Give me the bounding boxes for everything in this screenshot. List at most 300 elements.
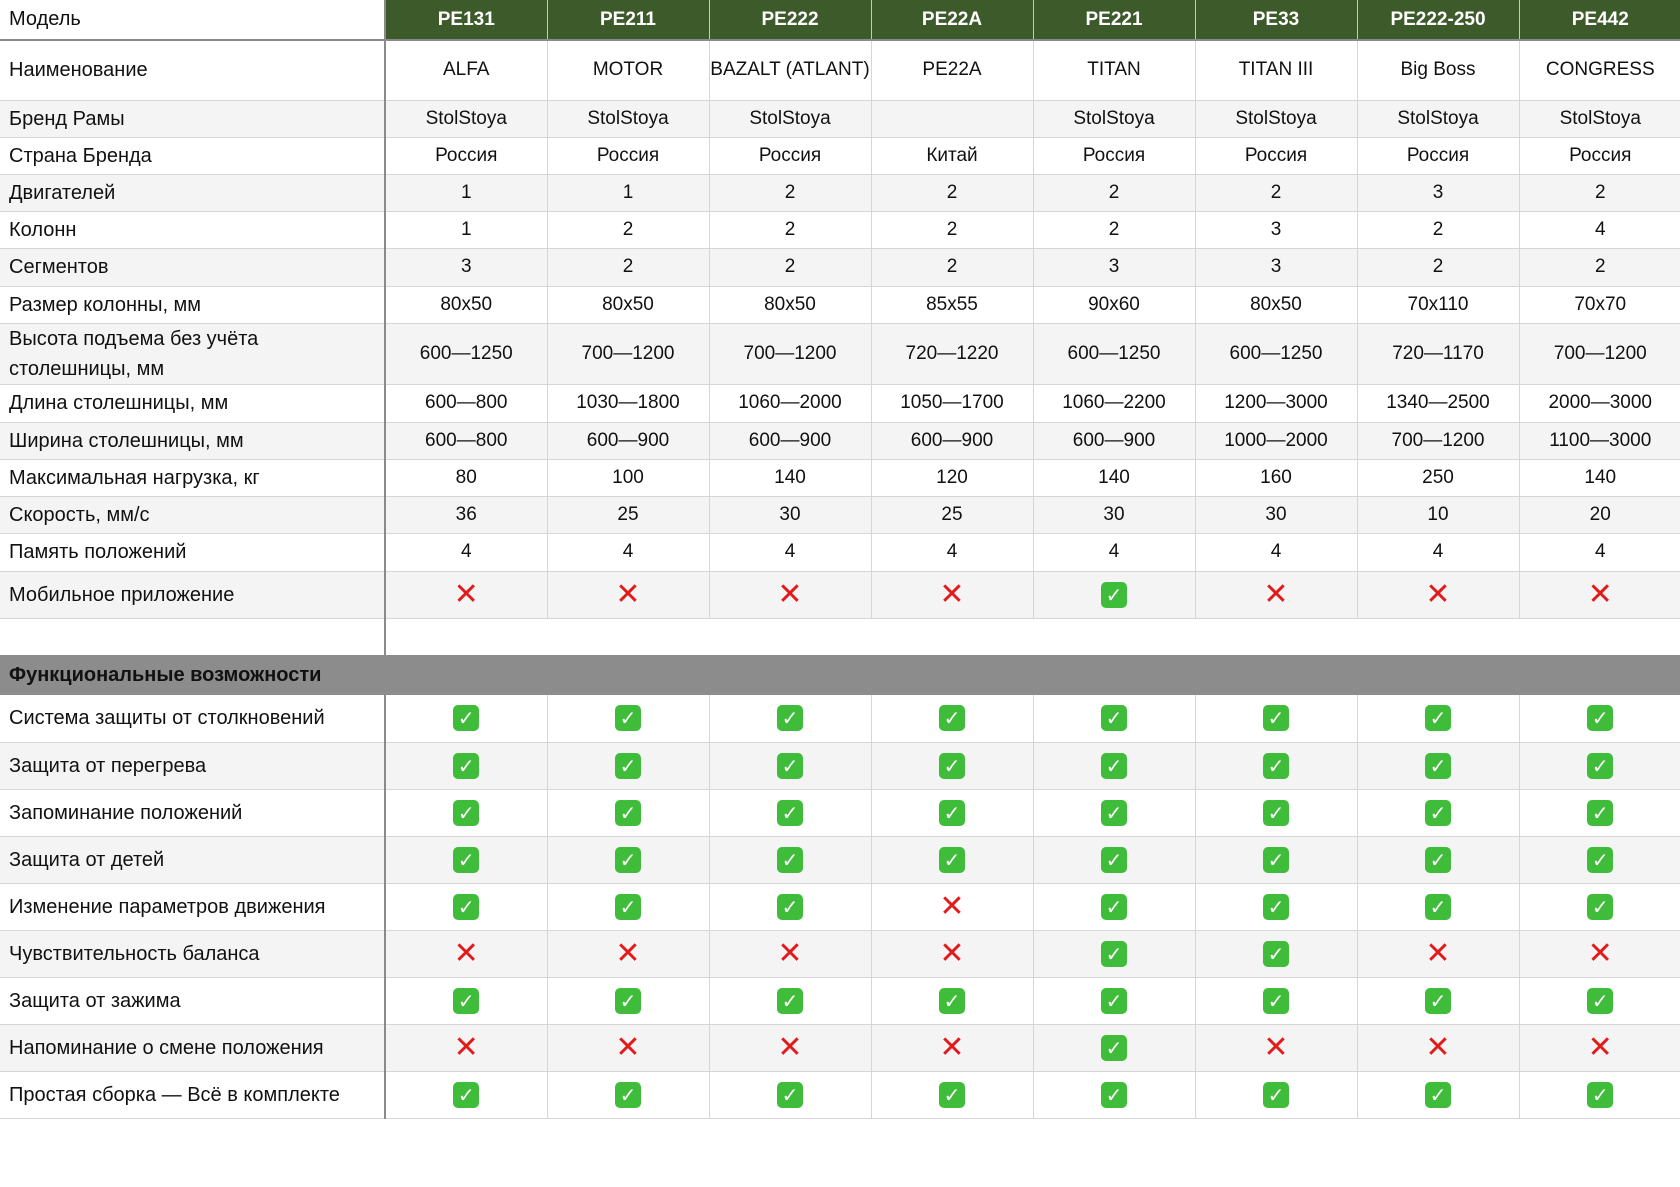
cross-mark-icon: ✕ (1425, 576, 1451, 612)
table-cell (1519, 695, 1680, 742)
table-cell: 2 (871, 211, 1033, 248)
cross-mark-icon: ✕ (939, 935, 965, 971)
table-cell (1033, 742, 1195, 789)
table-cell: 80x50 (547, 286, 709, 323)
table-cell: 2 (1195, 174, 1357, 211)
table-cell: 2 (1357, 248, 1519, 286)
check-mark-icon: ✓ (1101, 582, 1127, 608)
table-cell: 20 (1519, 496, 1680, 533)
table-cell (1357, 571, 1519, 618)
check-mark-icon: ✓ (1101, 941, 1127, 967)
check-mark-icon: ✓ (1425, 988, 1451, 1014)
table-cell (385, 836, 547, 883)
table-cell: 3 (1033, 248, 1195, 286)
table-cell (1519, 571, 1680, 618)
cross-mark-icon: ✕ (777, 935, 803, 971)
section-header-row (0, 655, 1680, 695)
table-cell (709, 789, 871, 836)
check-mark-icon: ✓ (939, 1082, 965, 1108)
table-row (0, 459, 1680, 496)
table-cell: 600—900 (1033, 422, 1195, 459)
check-mark-icon: ✓ (939, 753, 965, 779)
table-cell (1033, 695, 1195, 742)
table-cell: StolStoya (1519, 100, 1680, 137)
row-label: Максимальная нагрузка, кг (0, 459, 385, 496)
table-cell: 2 (709, 248, 871, 286)
check-mark-icon: ✓ (777, 988, 803, 1014)
table-cell (871, 977, 1033, 1024)
check-mark-icon: ✓ (1263, 941, 1289, 967)
table-cell: Россия (1033, 137, 1195, 174)
model-header: PE222-250 (1357, 0, 1519, 40)
table-cell: 4 (1357, 533, 1519, 571)
table-cell: StolStoya (1195, 100, 1357, 137)
check-mark-icon: ✓ (1263, 800, 1289, 826)
table-row (0, 977, 1680, 1024)
table-cell: 100 (547, 459, 709, 496)
row-label: Длина столешницы, мм (0, 384, 385, 422)
check-mark-icon: ✓ (1587, 1082, 1613, 1108)
table-cell (871, 100, 1033, 137)
table-cell: BAZALT (ATLANT) (709, 40, 871, 100)
check-mark-icon: ✓ (1587, 753, 1613, 779)
table-cell (871, 1024, 1033, 1071)
check-mark-icon: ✓ (1101, 988, 1127, 1014)
table-cell (709, 742, 871, 789)
model-header: PE222 (709, 0, 871, 40)
row-label: Ширина столешницы, мм (0, 422, 385, 459)
table-cell: 80x50 (385, 286, 547, 323)
check-mark-icon: ✓ (453, 1082, 479, 1108)
table-cell: 1340—2500 (1357, 384, 1519, 422)
table-cell (1033, 571, 1195, 618)
section-title: Функциональные возможности (0, 655, 1680, 695)
model-header: PE221 (1033, 0, 1195, 40)
table-row (0, 571, 1680, 618)
table-cell: 2000—3000 (1519, 384, 1680, 422)
model-header: PE22A (871, 0, 1033, 40)
check-mark-icon: ✓ (1101, 753, 1127, 779)
table-cell (547, 789, 709, 836)
check-mark-icon: ✓ (615, 800, 641, 826)
table-cell: 2 (1033, 211, 1195, 248)
table-cell: Россия (1357, 137, 1519, 174)
table-row (0, 384, 1680, 422)
table-cell (1033, 977, 1195, 1024)
table-cell (385, 695, 547, 742)
table-row (0, 211, 1680, 248)
table-cell: 25 (871, 496, 1033, 533)
table-cell (385, 1024, 547, 1071)
row-label: Защита от зажима (0, 977, 385, 1024)
cross-mark-icon: ✕ (615, 576, 641, 612)
table-cell: 160 (1195, 459, 1357, 496)
table-cell: 140 (709, 459, 871, 496)
check-mark-icon: ✓ (777, 753, 803, 779)
table-row (0, 137, 1680, 174)
table-row (0, 742, 1680, 789)
check-mark-icon: ✓ (1425, 1082, 1451, 1108)
table-cell (547, 742, 709, 789)
table-cell: 2 (1033, 174, 1195, 211)
table-cell (1519, 883, 1680, 930)
table-cell: 3 (1357, 174, 1519, 211)
table-cell: Россия (547, 137, 709, 174)
table-cell (1357, 883, 1519, 930)
table-cell (871, 1071, 1033, 1118)
table-cell (871, 930, 1033, 977)
model-header: PE211 (547, 0, 709, 40)
table-cell: 4 (1519, 533, 1680, 571)
table-cell (1519, 742, 1680, 789)
check-mark-icon: ✓ (615, 847, 641, 873)
check-mark-icon: ✓ (777, 1082, 803, 1108)
table-cell (385, 1071, 547, 1118)
table-cell: Россия (385, 137, 547, 174)
table-cell: Россия (709, 137, 871, 174)
check-mark-icon: ✓ (1101, 894, 1127, 920)
check-mark-icon: ✓ (1587, 800, 1613, 826)
table-cell: 2 (871, 248, 1033, 286)
table-cell (1357, 789, 1519, 836)
check-mark-icon: ✓ (1587, 705, 1613, 731)
table-cell: 140 (1033, 459, 1195, 496)
table-cell: 720—1170 (1357, 323, 1519, 384)
table-row (0, 100, 1680, 137)
table-cell: TITAN III (1195, 40, 1357, 100)
table-row (0, 930, 1680, 977)
table-cell: StolStoya (1033, 100, 1195, 137)
table-cell (1195, 742, 1357, 789)
table-cell: 2 (871, 174, 1033, 211)
table-cell: StolStoya (547, 100, 709, 137)
check-mark-icon: ✓ (615, 894, 641, 920)
table-cell: 2 (1519, 248, 1680, 286)
table-cell: 80x50 (1195, 286, 1357, 323)
table-cell: 2 (1519, 174, 1680, 211)
table-cell (871, 883, 1033, 930)
check-mark-icon: ✓ (1101, 1082, 1127, 1108)
table-cell (871, 571, 1033, 618)
table-cell (709, 883, 871, 930)
table-cell (871, 742, 1033, 789)
table-cell (547, 571, 709, 618)
row-label: Напоминание о смене положения (0, 1024, 385, 1071)
cross-mark-icon: ✕ (1425, 935, 1451, 971)
table-cell (1033, 883, 1195, 930)
check-mark-icon: ✓ (1425, 894, 1451, 920)
row-label: Страна Бренда (0, 137, 385, 174)
table-row (0, 1071, 1680, 1118)
table-cell: PE22A (871, 40, 1033, 100)
table-cell: StolStoya (385, 100, 547, 137)
table-cell (1357, 930, 1519, 977)
table-row (0, 789, 1680, 836)
check-mark-icon: ✓ (453, 705, 479, 731)
check-mark-icon: ✓ (1101, 800, 1127, 826)
cross-mark-icon: ✕ (615, 935, 641, 971)
table-cell: 1050—1700 (871, 384, 1033, 422)
table-cell (385, 883, 547, 930)
table-cell (547, 930, 709, 977)
table-cell (1195, 695, 1357, 742)
table-cell: 4 (385, 533, 547, 571)
table-cell: 700—1200 (1519, 323, 1680, 384)
table-cell (1519, 1071, 1680, 1118)
table-cell (1357, 1024, 1519, 1071)
table-row (0, 883, 1680, 930)
table-cell (1195, 1071, 1357, 1118)
table-cell: 600—1250 (1033, 323, 1195, 384)
table-body (0, 40, 1680, 1118)
header-label: Модель (0, 0, 385, 40)
table-cell (1195, 789, 1357, 836)
row-label: Колонн (0, 211, 385, 248)
table-cell: TITAN (1033, 40, 1195, 100)
table-cell: 4 (1195, 533, 1357, 571)
table-cell (547, 1071, 709, 1118)
table-cell: Россия (1519, 137, 1680, 174)
table-cell: 2 (709, 211, 871, 248)
check-mark-icon: ✓ (1425, 705, 1451, 731)
table-cell (385, 571, 547, 618)
cross-mark-icon: ✕ (453, 935, 479, 971)
table-cell: 1 (385, 174, 547, 211)
table-cell: 1060—2000 (709, 384, 871, 422)
table-row (0, 695, 1680, 742)
table-row (0, 496, 1680, 533)
table-cell (547, 836, 709, 883)
table-cell (547, 883, 709, 930)
table-cell (1357, 977, 1519, 1024)
row-label: Запоминание положений (0, 789, 385, 836)
table-cell: 90x60 (1033, 286, 1195, 323)
table-cell: 3 (1195, 248, 1357, 286)
check-mark-icon: ✓ (1263, 753, 1289, 779)
cross-mark-icon: ✕ (1425, 1029, 1451, 1065)
table-cell: 600—800 (385, 384, 547, 422)
cross-mark-icon: ✕ (1263, 576, 1289, 612)
table-cell (1519, 836, 1680, 883)
table-cell: 30 (1033, 496, 1195, 533)
table-cell (709, 695, 871, 742)
table-cell: 1 (547, 174, 709, 211)
check-mark-icon: ✓ (1587, 988, 1613, 1014)
cross-mark-icon: ✕ (453, 1029, 479, 1065)
table-cell (1519, 930, 1680, 977)
check-mark-icon: ✓ (777, 705, 803, 731)
row-label: Бренд Рамы (0, 100, 385, 137)
table-row (0, 422, 1680, 459)
table-cell: Big Boss (1357, 40, 1519, 100)
table-cell (1033, 930, 1195, 977)
cross-mark-icon: ✕ (939, 888, 965, 924)
table-cell (1357, 836, 1519, 883)
table-cell (547, 977, 709, 1024)
table-cell: 700—1200 (709, 323, 871, 384)
table-cell: 600—1250 (1195, 323, 1357, 384)
table-cell: 1000—2000 (1195, 422, 1357, 459)
spacer-cell (0, 618, 385, 655)
table-cell: 80 (385, 459, 547, 496)
check-mark-icon: ✓ (939, 847, 965, 873)
table-cell: 140 (1519, 459, 1680, 496)
table-cell: 2 (547, 248, 709, 286)
table-cell: 25 (547, 496, 709, 533)
table-row (0, 1024, 1680, 1071)
row-label: Защита от перегрева (0, 742, 385, 789)
table-cell (1195, 1024, 1357, 1071)
table-cell (1519, 789, 1680, 836)
check-mark-icon: ✓ (777, 894, 803, 920)
table-cell: 85x55 (871, 286, 1033, 323)
row-label: Высота подъема без учёта столешницы, мм (0, 323, 385, 384)
table-cell: StolStoya (1357, 100, 1519, 137)
row-label: Двигателей (0, 174, 385, 211)
table-row (0, 323, 1680, 384)
table-cell: 250 (1357, 459, 1519, 496)
cross-mark-icon: ✕ (777, 1029, 803, 1065)
table-cell (1033, 1071, 1195, 1118)
table-cell: 2 (547, 211, 709, 248)
table-row (0, 248, 1680, 286)
check-mark-icon: ✓ (777, 847, 803, 873)
check-mark-icon: ✓ (1587, 847, 1613, 873)
table-cell (1519, 977, 1680, 1024)
check-mark-icon: ✓ (1425, 847, 1451, 873)
table-cell: 10 (1357, 496, 1519, 533)
table-cell (709, 1071, 871, 1118)
table-row (0, 40, 1680, 100)
cross-mark-icon: ✕ (1263, 1029, 1289, 1065)
check-mark-icon: ✓ (615, 753, 641, 779)
cross-mark-icon: ✕ (777, 576, 803, 612)
row-label: Изменение параметров движения (0, 883, 385, 930)
table-cell (709, 836, 871, 883)
table-cell: 3 (1195, 211, 1357, 248)
table-cell: 700—1200 (1357, 422, 1519, 459)
table-cell: 1060—2200 (1033, 384, 1195, 422)
table-cell: 700—1200 (547, 323, 709, 384)
check-mark-icon: ✓ (453, 800, 479, 826)
table-cell: MOTOR (547, 40, 709, 100)
table-cell (385, 742, 547, 789)
table-cell: 4 (709, 533, 871, 571)
table-cell: CONGRESS (1519, 40, 1680, 100)
table-cell: ALFA (385, 40, 547, 100)
check-mark-icon: ✓ (453, 894, 479, 920)
table-row (0, 836, 1680, 883)
row-label: Защита от детей (0, 836, 385, 883)
check-mark-icon: ✓ (939, 988, 965, 1014)
row-label: Размер колонны, мм (0, 286, 385, 323)
check-mark-icon: ✓ (1263, 894, 1289, 920)
header-row (0, 0, 1680, 40)
table-cell (871, 695, 1033, 742)
table-cell (1357, 695, 1519, 742)
table-cell (1357, 1071, 1519, 1118)
spacer-row (0, 618, 1680, 655)
check-mark-icon: ✓ (453, 988, 479, 1014)
table-cell (547, 695, 709, 742)
table-cell (709, 571, 871, 618)
row-label: Простая сборка — Всё в комплекте (0, 1071, 385, 1118)
table-cell: 4 (1519, 211, 1680, 248)
table-cell (1033, 789, 1195, 836)
check-mark-icon: ✓ (1263, 988, 1289, 1014)
table-cell: 4 (547, 533, 709, 571)
table-cell: 4 (1033, 533, 1195, 571)
table-cell: 80x50 (709, 286, 871, 323)
table-cell (1033, 836, 1195, 883)
row-label: Чувствительность баланса (0, 930, 385, 977)
table-cell: 600—900 (709, 422, 871, 459)
check-mark-icon: ✓ (453, 753, 479, 779)
cross-mark-icon: ✕ (615, 1029, 641, 1065)
table-cell: 30 (709, 496, 871, 533)
table-cell: 720—1220 (871, 323, 1033, 384)
model-header: PE131 (385, 0, 547, 40)
check-mark-icon: ✓ (777, 800, 803, 826)
table-row (0, 286, 1680, 323)
check-mark-icon: ✓ (1587, 894, 1613, 920)
cross-mark-icon: ✕ (1587, 1029, 1613, 1065)
check-mark-icon: ✓ (939, 705, 965, 731)
table-cell: 30 (1195, 496, 1357, 533)
table-cell (1033, 1024, 1195, 1071)
table-cell (1357, 742, 1519, 789)
table-cell (385, 977, 547, 1024)
table-cell: 70x110 (1357, 286, 1519, 323)
table-cell (709, 930, 871, 977)
table-cell: 36 (385, 496, 547, 533)
table-cell: 600—800 (385, 422, 547, 459)
table-cell: 1 (385, 211, 547, 248)
table-cell (1195, 571, 1357, 618)
table-cell (709, 1024, 871, 1071)
check-mark-icon: ✓ (1101, 847, 1127, 873)
check-mark-icon: ✓ (1263, 1082, 1289, 1108)
table-cell (547, 1024, 709, 1071)
table-cell (1195, 977, 1357, 1024)
model-header: PE33 (1195, 0, 1357, 40)
check-mark-icon: ✓ (939, 800, 965, 826)
table-cell: 3 (385, 248, 547, 286)
cross-mark-icon: ✕ (453, 576, 479, 612)
check-mark-icon: ✓ (615, 705, 641, 731)
table-cell: Китай (871, 137, 1033, 174)
table-cell (385, 930, 547, 977)
table-cell: 2 (1357, 211, 1519, 248)
check-mark-icon: ✓ (1263, 705, 1289, 731)
model-header: PE442 (1519, 0, 1680, 40)
table-cell (1195, 930, 1357, 977)
check-mark-icon: ✓ (1425, 800, 1451, 826)
spacer-cell (385, 618, 1680, 655)
table-cell (871, 789, 1033, 836)
check-mark-icon: ✓ (615, 1082, 641, 1108)
row-label: Память положений (0, 533, 385, 571)
table-cell (1195, 836, 1357, 883)
cross-mark-icon: ✕ (1587, 935, 1613, 971)
table-cell: 1100—3000 (1519, 422, 1680, 459)
cross-mark-icon: ✕ (939, 576, 965, 612)
table-cell: 600—900 (871, 422, 1033, 459)
table-cell (1519, 1024, 1680, 1071)
table-cell: 120 (871, 459, 1033, 496)
table-cell: 4 (871, 533, 1033, 571)
table-cell: 2 (709, 174, 871, 211)
